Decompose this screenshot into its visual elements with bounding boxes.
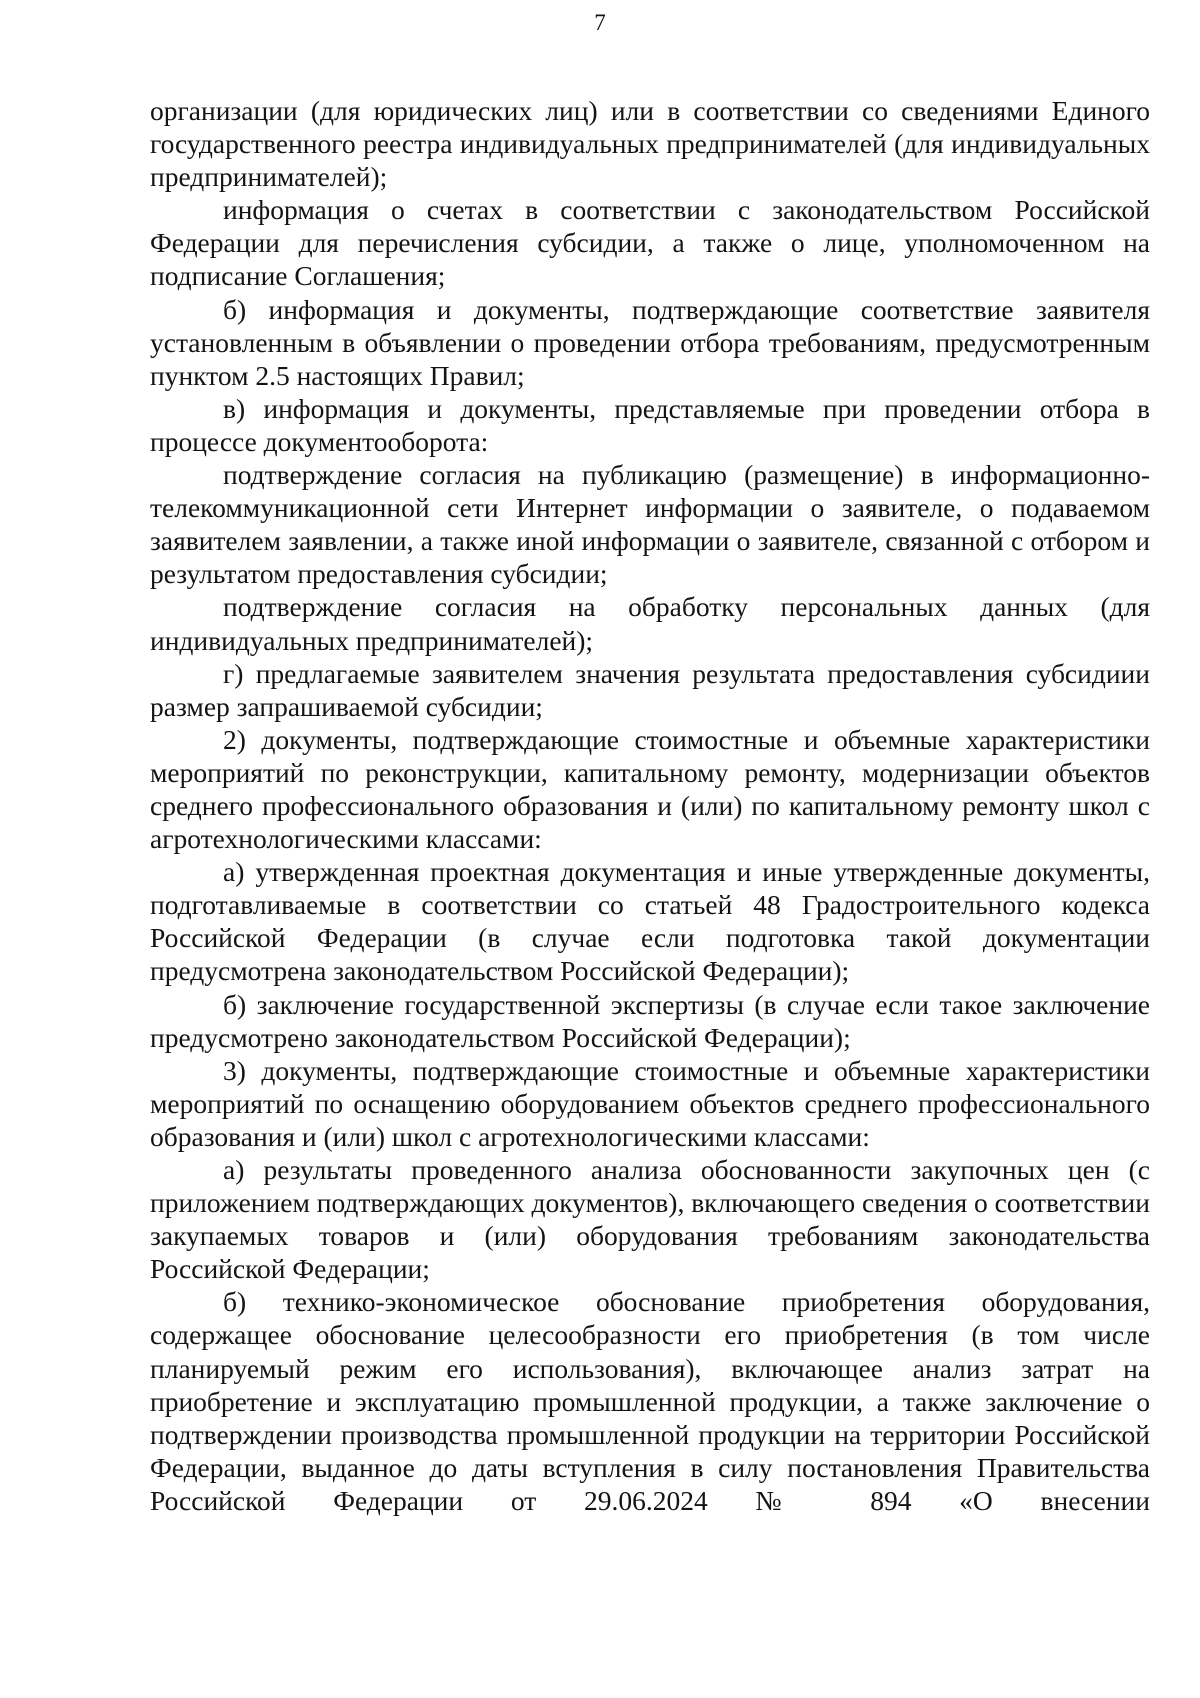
paragraph-1-continuation: организации (для юридических лиц) или в соответствии со сведениями Единого государственного реестра индивидуальных предпринимателей (для индивидуальных предпринимателей); bbox=[150, 95, 1150, 193]
page-number: 7 bbox=[594, 10, 606, 35]
paragraph-publication-consent: подтверждение согласия на публикацию (размещение) в информационно-телекоммуникационной сети Интернет информации о заявителе, о подаваемом заявителем заявлении, а также иной информации о заявителе, связанной с отбором и результатом предоставления субсидии; bbox=[150, 459, 1150, 590]
paragraph-section-3-item-b: б) технико-экономическое обоснование приобретения оборудования, содержащее обоснование целесообразности его приобретения (в том числе планируемый режим его использования), включающее анализ затрат на приобретение и эксплуатацию промышленной продукции, а также заключение о подтверждении производства промышленной продукции на территории Российской Федерации, выданное до даты вступления в силу постановления Правительства Российской Федерации от 29.06.2024 № 894 «О внесении bbox=[150, 1286, 1150, 1516]
paragraph-item-b-eligibility: б) информация и документы, подтверждающие соответствие заявителя установленным в объявлении о проведении отбора требованиям, предусмотренным пунктом 2.5 настоящих Правил; bbox=[150, 293, 1150, 391]
paragraph-section-2-documents: 2) документы, подтверждающие стоимостные и объемные характеристики мероприятий по реконструкции, капитальному ремонту, модернизации объектов среднего профессионального образования и (или) по капитальному ремонту школ с агротехнологическими классами: bbox=[150, 723, 1150, 855]
paragraph-personal-data-consent: подтверждение согласия на обработку персональных данных (для индивидуальных предпринимателей); bbox=[150, 591, 1150, 656]
paragraph-section-3-documents: 3) документы, подтверждающие стоимостные и объемные характеристики мероприятий по оснащению оборудованием объектов среднего профессионального образования и (или) школ с агротехнологическими классами: bbox=[150, 1054, 1150, 1152]
paragraph-item-g-result-values: г) предлагаемые заявителем значения результата предоставления субсидиии размер запрашиваемой субсидии; bbox=[150, 657, 1150, 722]
paragraph-item-v-workflow: в) информация и документы, представляемые при проведении отбора в процессе документооборота: bbox=[150, 392, 1150, 457]
paragraph-section-2-item-b: б) заключение государственной экспертизы (в случае если такое заключение предусмотрено законодательством Российской Федерации); bbox=[150, 988, 1150, 1053]
paragraph-account-info: информация о счетах в соответствии с законодательством Российской Федерации для перечисления субсидии, а также о лице, уполномоченном на подписание Соглашения; bbox=[150, 194, 1150, 292]
paragraph-section-3-item-a: а) результаты проведенного анализа обоснованности закупочных цен (с приложением подтверждающих документов), включающего сведения о соответствии закупаемых товаров и (или) оборудования требованиям законодательства Российской Федерации; bbox=[150, 1154, 1150, 1285]
document-body bbox=[150, 94, 1150, 1517]
paragraph-section-2-item-a: а) утвержденная проектная документация и иные утвержденные документы, подготавливаемые в соответствии со статьей 48 Градостроительного кодекса Российской Федерации (в случае если подготовка такой документации предусмотрена законодательством Российской Федерации); bbox=[150, 856, 1150, 987]
